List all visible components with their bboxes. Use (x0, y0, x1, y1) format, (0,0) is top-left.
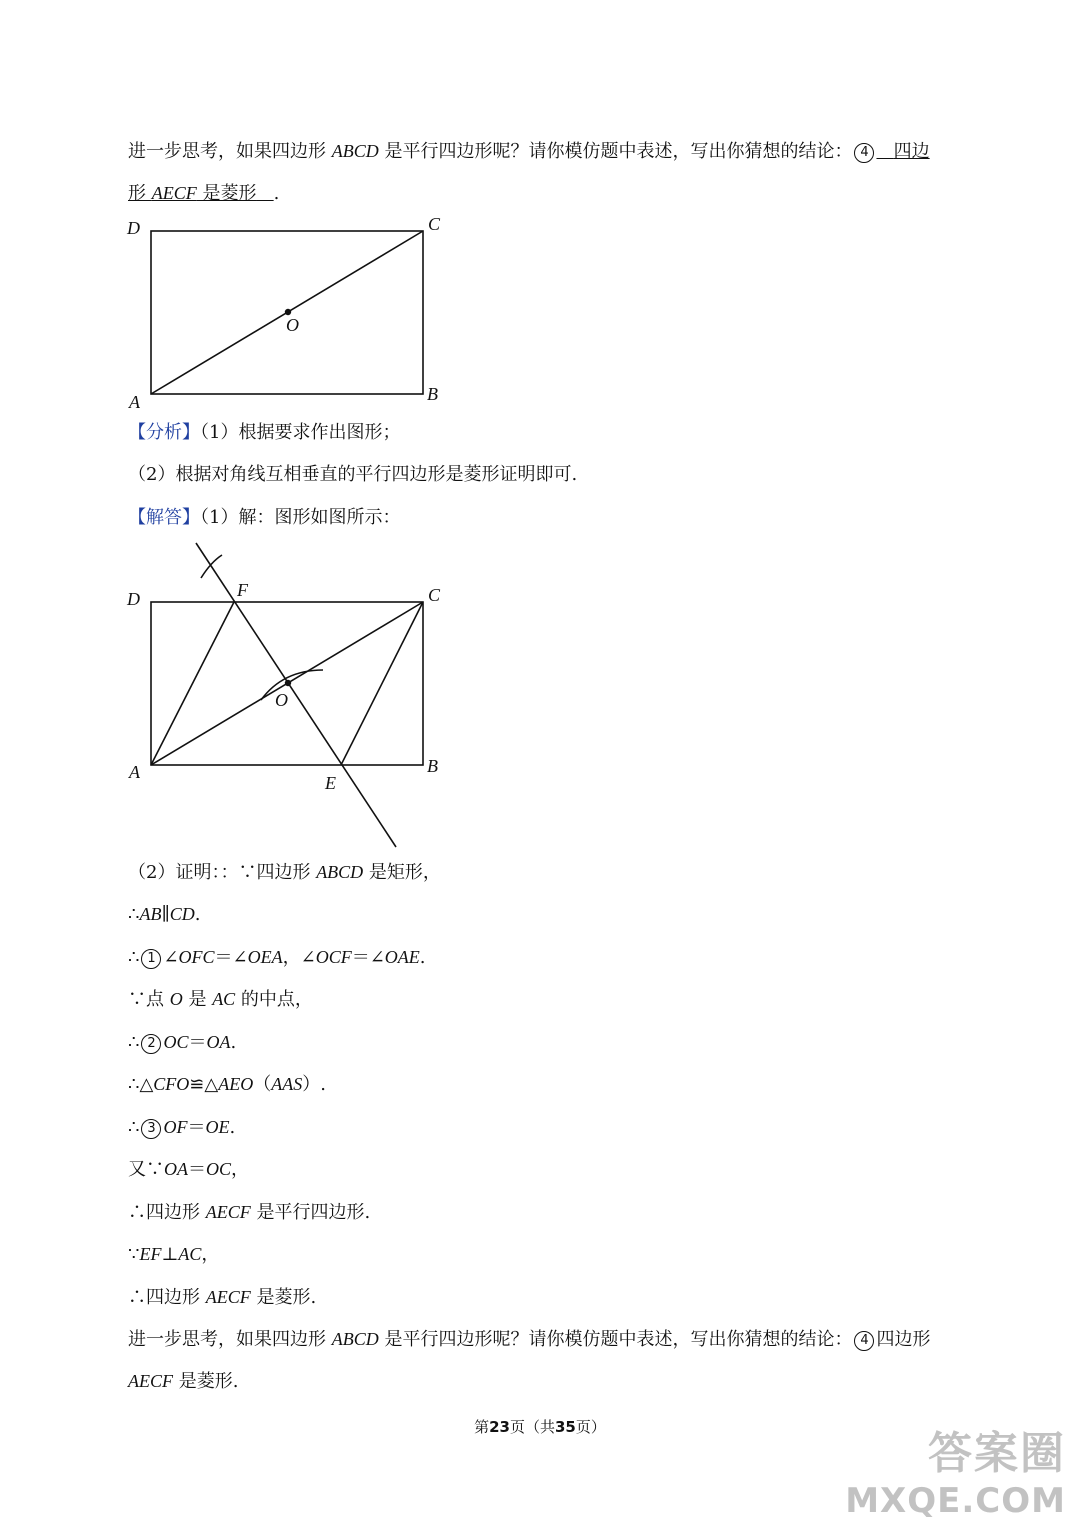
proof-l9-suffix: 是平行四边形. (250, 1202, 371, 1223)
conclusion-line-2 (128, 1369, 238, 1394)
proof-l1-var: ABCD (316, 862, 364, 882)
intro-text: 进一步思考，如果四边形 (128, 141, 332, 162)
proof-line-2 (128, 902, 201, 927)
proof-l7-a: OF (163, 1117, 188, 1137)
proof-l8-eq: ＝ (188, 1159, 206, 1180)
label-d-2: D (127, 589, 140, 609)
analysis-line-1 (128, 421, 400, 445)
watermark-text-2: MXQE.COM (845, 1481, 1066, 1521)
analysis-text-1: （1）根据要求作出图形； (200, 422, 401, 443)
conclusion-line-1 (128, 1327, 930, 1352)
point-o-2 (285, 680, 291, 686)
proof-l1-suffix: 是矩形， (363, 862, 441, 883)
proof-l10-a: EF (139, 1244, 162, 1264)
proof-l6-a: CFO (153, 1074, 190, 1094)
conclusion-prefix: 进一步思考，如果四边形 (128, 1329, 332, 1350)
label-o-2: O (275, 690, 288, 710)
proof-l9-var: AECF (205, 1202, 251, 1222)
proof-l3-c: ∠OCF (300, 947, 352, 967)
perpendicular-bisector-ef (196, 543, 396, 847)
proof-l5-eq: ＝ (188, 1032, 207, 1053)
proof-l2-end: . (194, 904, 201, 925)
proof-l11-var: AECF (205, 1287, 251, 1307)
label-e: E (325, 773, 336, 793)
conclusion-tail: 四边形 (876, 1329, 931, 1350)
proof-l1-prefix: （2）证明：：∵四边形 (128, 862, 317, 883)
proof-l6-pre: ∴△ (128, 1074, 154, 1095)
label-a-2: A (129, 762, 140, 782)
proof-line-4 (128, 987, 313, 1012)
proof-l7-eq: ＝ (187, 1117, 206, 1138)
intro-end: . (273, 183, 280, 204)
proof-l9-pre: ∴四边形 (128, 1202, 206, 1223)
proof-l3-b: ∠OEA (232, 947, 283, 967)
proof-l3-pre: ∴ (128, 947, 140, 968)
proof-line-10 (128, 1242, 219, 1267)
proof-l3-a: ∠OFC (163, 947, 215, 967)
proof-l3-eq: ＝ (214, 947, 233, 968)
label-a: A (129, 392, 140, 412)
circled-number-2: 2 (141, 1034, 161, 1054)
proof-line-6 (128, 1072, 326, 1097)
proof-l2-var: AB∥CD (139, 904, 195, 924)
proof-l11-pre: ∴四边形 (128, 1287, 206, 1308)
proof-l4-o: O (169, 989, 183, 1009)
intro-text-2: 是平行四边形呢？请你模仿题中表述，写出你猜想的结论： (378, 141, 853, 162)
proof-l10-b: AC (178, 1244, 202, 1264)
label-o: O (286, 315, 299, 335)
proof-l5-end: . (230, 1032, 237, 1053)
conclusion-var: AECF (128, 1371, 173, 1391)
intro-var: ABCD (331, 141, 379, 161)
circled-number-1: 1 (141, 949, 161, 969)
analysis-line-2: （2）根据对角线互相垂直的平行四边形是菱形证明即可. (128, 464, 578, 485)
proof-l8-pre: 又∵ (128, 1159, 164, 1180)
footer-post: 页） (575, 1418, 606, 1436)
proof-line-11 (128, 1285, 316, 1310)
proof-l4-ac: AC (212, 989, 236, 1009)
proof-l6-open: （ (253, 1074, 272, 1095)
proof-l4-suffix: 的中点， (235, 989, 313, 1010)
proof-line-1 (128, 860, 441, 885)
proof-l10-perp: ⊥ (161, 1244, 179, 1265)
proof-l7-pre: ∴ (128, 1117, 140, 1138)
circled-number-4: 4 (854, 143, 874, 163)
proof-l7-end: . (229, 1117, 236, 1138)
proof-l5-pre: ∴ (128, 1032, 140, 1053)
page-number: 23 (489, 1418, 510, 1436)
proof-l10-end: ， (201, 1244, 220, 1265)
proof-l3-end: . (419, 947, 426, 968)
proof-l4-pre: ∵点 (128, 989, 170, 1010)
footer-pre: 第 (474, 1418, 490, 1436)
label-b: B (427, 384, 438, 404)
label-f: F (237, 580, 248, 600)
proof-l6-aas: AAS (271, 1074, 303, 1094)
proof-line-3 (128, 945, 426, 970)
label-c: C (428, 214, 441, 234)
conclusion-suffix: 是菱形. (173, 1371, 239, 1392)
circled-number-3: 3 (141, 1119, 161, 1139)
solution-tag: 【解答】 (128, 507, 200, 528)
conclusion-mid: 是平行四边形呢？请你模仿题中表述，写出你猜想的结论： (378, 1329, 853, 1350)
solution-line-1 (128, 506, 400, 530)
answer-var: AECF (151, 183, 197, 203)
answer-text-1: 四边 (893, 141, 930, 162)
conclusion-abcd: ABCD (331, 1329, 379, 1349)
analysis-tag: 【分析】 (128, 422, 200, 443)
proof-l5-b: OA (206, 1032, 231, 1052)
footer-mid: 页（共 (509, 1418, 555, 1436)
proof-l5-a: OC (163, 1032, 189, 1052)
proof-l7-b: OE (205, 1117, 230, 1137)
proof-l8-end: ， (231, 1159, 250, 1180)
watermark-logo (845, 1417, 1066, 1521)
proof-l2-pre: ∴ (128, 904, 140, 925)
proof-l3-d: ∠OAE (369, 947, 420, 967)
proof-l3-sep: ， (282, 947, 301, 968)
label-c-2: C (428, 585, 441, 605)
label-d: D (127, 218, 140, 238)
proof-l4-mid: 是 (182, 989, 213, 1010)
proof-l10-pre: ∵ (128, 1244, 140, 1265)
proof-l6-cong: ≌△ (189, 1074, 219, 1095)
proof-line-8 (128, 1157, 249, 1182)
proof-l8-b: OC (206, 1159, 232, 1179)
proof-line-5 (128, 1030, 236, 1055)
arc-mark-center (261, 670, 323, 700)
proof-l6-b: AEO (218, 1074, 254, 1094)
circled-number-4b: 4 (854, 1331, 874, 1351)
proof-l11-suffix: 是菱形. (250, 1287, 317, 1308)
label-b-2: B (427, 756, 438, 776)
page-total: 35 (555, 1418, 576, 1436)
proof-line-9 (128, 1200, 370, 1225)
answer-text-3: 是菱形 (196, 183, 257, 204)
solution-text-1: （1）解：图形如图所示： (200, 507, 401, 528)
proof-l3-eq2: ＝ (351, 947, 370, 968)
proof-l8-a: OA (164, 1159, 188, 1179)
watermark-text-1: 答案圈 (928, 1428, 1066, 1479)
proof-line-7 (128, 1115, 235, 1140)
proof-l6-close: ）. (302, 1074, 326, 1095)
answer-text-2: 形 (128, 183, 152, 204)
